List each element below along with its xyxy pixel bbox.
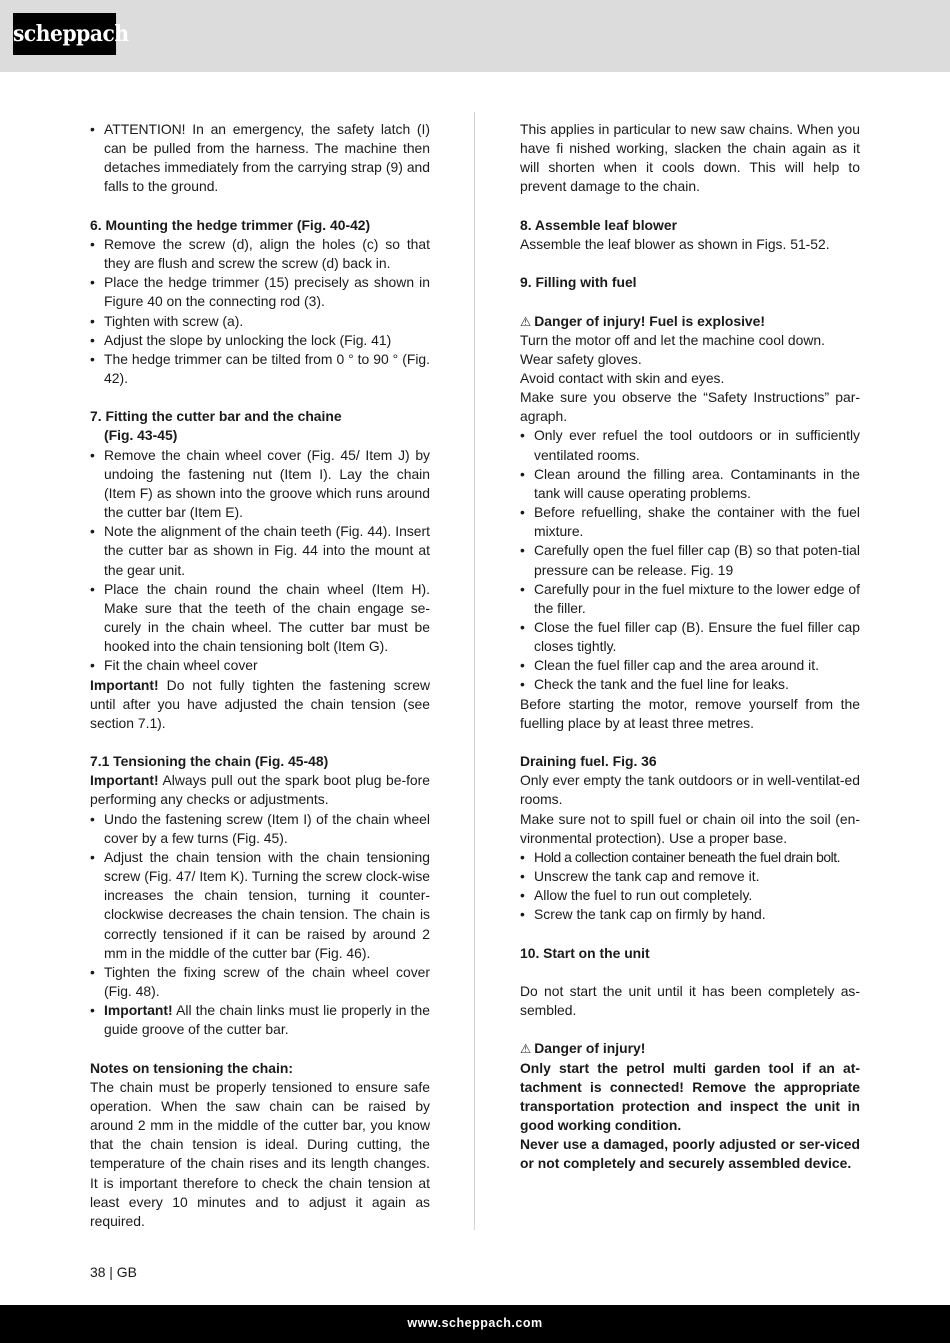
important-text: All the chain links must lie properly in the guide groove of the cutter bar. xyxy=(104,1002,430,1038)
list-item: • Undo the fastening screw (Item I) of the chain wheel cover by a few turns (Fig. 45). xyxy=(90,810,430,848)
list-item: • Tighten with screw (a). xyxy=(90,312,430,331)
section-7-1-important xyxy=(90,771,430,809)
attention-list xyxy=(90,120,430,197)
warning-icon: ⚠ xyxy=(520,313,532,329)
list-item: • Allow the fuel to run out completely. xyxy=(520,886,860,905)
page-header xyxy=(0,0,950,72)
notes-text: The chain must be properly tensioned to ensure safe operation. When the saw chain can be raised by around 2 mm in the middle of the cutter bar, you know that the chain tension is ideal. During cutting, the temperature of the chain rises and its length changes. It is important therefore to check the chain tension at least every 10 minutes and to adjust it again as required. xyxy=(90,1078,430,1229)
list-item: • Adjust the slope by unlocking the lock (Fig. 41) xyxy=(90,331,430,350)
list-item: • Only ever refuel the tool outdoors or in sufficiently ventilated rooms. xyxy=(520,426,860,464)
danger-line: Turn the motor off and let the machine cool down. xyxy=(520,331,825,348)
list-item: • Carefully open the fuel filler cap (B) so that poten-tial pressure can be release. Fig. 19 xyxy=(520,541,860,579)
section-8-title: 8. Assemble leaf blower xyxy=(520,216,677,233)
section-6-title: 6. Mounting the hedge trimmer (Fig. 40-42) xyxy=(90,216,371,233)
list-item: • Tighten the fixing screw of the chain wheel cover (Fig. 48). xyxy=(90,963,430,1001)
list-item: • Adjust the chain tension with the chain tensioning screw (Fig. 47/ Item K). Turning the screw clock-wise increases the chain tension, turning it counter-clockwise decreases the chain tension. The chain is correctly tensioned if it can be raised by around 2 mm in the middle of the cutter bar (Fig. 46). xyxy=(90,848,430,963)
list-item: • Unscrew the tank cap and remove it. xyxy=(520,867,860,886)
danger-title: Danger of injury! xyxy=(534,1040,646,1057)
danger-heading xyxy=(520,1039,860,1058)
list-item: • Hold a collection container beneath the fuel drain bolt. xyxy=(520,848,860,867)
list-item: • Screw the tank cap on firmly by hand. xyxy=(520,905,860,924)
drain-text: Make sure not to spill fuel or chain oil into the soil (en-vironmental protection). Use a proper base. xyxy=(520,810,860,846)
important-label: Important! xyxy=(90,676,159,693)
section-7-title-figs: (Fig. 43-45) xyxy=(104,427,178,444)
drain-text: Only ever empty the tank outdoors or in well-ventilat-ed rooms. xyxy=(520,772,860,808)
danger-heading xyxy=(520,312,860,331)
section-7-1-list xyxy=(90,810,430,1040)
fuel-list xyxy=(520,426,860,694)
danger-line: Make sure you observe the “Safety Instructions” par-agraph. xyxy=(520,389,860,425)
list-item: • Clean around the filling area. Contaminants in the tank will cause operating problems. xyxy=(520,465,860,503)
danger-line: Wear safety gloves. xyxy=(520,350,642,367)
important-label: Important! xyxy=(90,772,159,789)
list-item: • Remove the screw (d), align the holes (c) so that they are flush and screw the screw (d) back in. xyxy=(90,235,430,273)
section-6-list xyxy=(90,235,430,388)
important-text: Do not fully tighten the fastening screw until after you have adjusted the chain tension (see section 7.1). xyxy=(90,676,430,731)
list-item: • The hedge trimmer can be tilted from 0 ° to 90 ° (Fig. 42). xyxy=(90,350,430,388)
list-item: • Place the chain round the chain wheel (Item H). Make sure that the teeth of the chain engage se-curely in the chain wheel. The cutter bar must be hooked into the chain tensioning bolt (Item G). xyxy=(90,580,430,657)
scheppach-logo: scheppach xyxy=(13,13,116,55)
intro-text: This applies in particular to new saw chains. When you have fi nished working, slacken the chain again as it will shorten when it cools down. This will help to prevent damage to the chain. xyxy=(520,121,860,195)
danger-title: Danger of injury! Fuel is explosive! xyxy=(534,312,766,329)
section-10-text: Do not start the unit until it has been completely as-sembled. xyxy=(520,982,860,1019)
list-item: • Before refuelling, shake the container with the fuel mixture. xyxy=(520,503,860,541)
section-9-title: 9. Filling with fuel xyxy=(520,274,637,291)
list-item: • Close the fuel filler cap (B). Ensure the fuel filler cap closes tightly. xyxy=(520,618,860,656)
fuel-after-text: Before starting the motor, remove yourself from the fuelling place by at least three metres. xyxy=(520,695,860,731)
left-column xyxy=(90,120,430,1231)
list-item: • Carefully pour in the fuel mixture to the lower edge of the filler. xyxy=(520,580,860,618)
danger-text: Never use a damaged, poorly adjusted or ser-viced or not completely and securely assembled device. xyxy=(520,1136,860,1172)
notes-title: Notes on tensioning the chain: xyxy=(90,1059,293,1076)
drain-title: Draining fuel. Fig. 36 xyxy=(520,753,657,770)
list-item: • Note the alignment of the chain teeth (Fig. 44). Insert the cutter bar as shown in Fig. 44 into the mount at the gear unit. xyxy=(90,522,430,579)
section-7-list xyxy=(90,446,430,676)
section-8-text: Assemble the leaf blower as shown in Figs. 51-52. xyxy=(520,235,830,252)
list-item: • Clean the fuel filler cap and the area around it. xyxy=(520,656,860,675)
important-text: Always pull out the spark boot plug be-fore performing any checks or adjustments. xyxy=(90,772,430,808)
danger-text: Only start the petrol multi garden tool if an at-tachment is connected! Remove the appropriate transportation protection and inspect the unit in good working condition. xyxy=(520,1059,860,1134)
section-7-1-title: 7.1 Tensioning the chain (Fig. 45-48) xyxy=(90,753,329,770)
right-column xyxy=(520,120,860,1173)
list-item: • Place the hedge trimmer (15) precisely as shown in Figure 40 on the connecting rod (3). xyxy=(90,273,430,311)
section-7-title: 7. Fitting the cutter bar and the chaine xyxy=(90,408,342,425)
list-item: • Fit the chain wheel cover xyxy=(90,656,430,675)
danger-line: Avoid contact with skin and eyes. xyxy=(520,369,725,386)
drain-list xyxy=(520,848,860,925)
section-10-title: 10. Start on the unit xyxy=(520,944,650,961)
footer-url: www.scheppach.com xyxy=(407,1316,543,1330)
column-divider xyxy=(474,112,475,1230)
list-item: • Remove the chain wheel cover (Fig. 45/ Item J) by undoing the fastening nut (Item I). Lay the chain (Item F) as shown into the groove which runs around the cutter bar (Item E). xyxy=(90,446,430,523)
list-item xyxy=(90,1001,430,1039)
page-number: 38 | GB xyxy=(90,1264,137,1280)
warning-icon: ⚠ xyxy=(520,1041,532,1057)
list-item: • Check the tank and the fuel line for leaks. xyxy=(520,675,860,694)
list-item: • ATTENTION! In an emergency, the safety latch (I) can be pulled from the harness. The machine then detaches immediately from the carrying strap (9) and falls to the ground. xyxy=(90,120,430,197)
important-label: Important! xyxy=(104,1002,173,1019)
section-7-important xyxy=(90,676,430,733)
page-footer xyxy=(0,1305,950,1343)
